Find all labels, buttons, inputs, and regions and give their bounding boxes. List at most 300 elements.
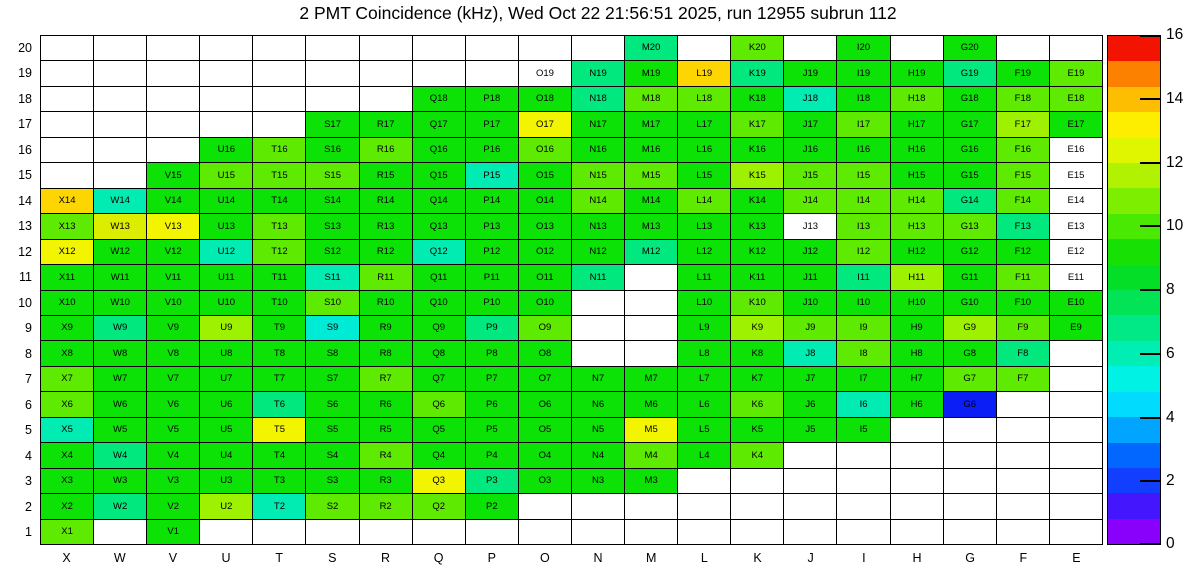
grid-cell-K5 bbox=[731, 418, 784, 443]
cell-label: G14 bbox=[960, 195, 979, 207]
x-axis-label-L: L bbox=[700, 551, 708, 565]
grid-cell-P20 bbox=[466, 36, 519, 61]
grid-cell-K19 bbox=[731, 61, 784, 86]
grid-cell-X19 bbox=[41, 61, 94, 86]
cell-label: W8 bbox=[113, 347, 128, 359]
grid-cell-M13 bbox=[625, 214, 678, 239]
grid-cell-T14 bbox=[253, 189, 306, 214]
cell-label: U12 bbox=[217, 246, 236, 258]
cell-label: R13 bbox=[376, 220, 395, 232]
grid-cell-Q13 bbox=[413, 214, 466, 239]
cell-label: U8 bbox=[220, 347, 233, 359]
cell-label: L9 bbox=[698, 322, 710, 334]
grid-cell-R3 bbox=[360, 469, 413, 494]
cell-label: O4 bbox=[538, 449, 552, 461]
cell-label: G18 bbox=[960, 93, 979, 105]
grid-cell-L18 bbox=[678, 87, 731, 112]
grid-cell-N5 bbox=[572, 418, 625, 443]
grid-cell-I5 bbox=[837, 418, 890, 443]
cell-label: R6 bbox=[379, 398, 392, 410]
cell-label: U6 bbox=[220, 398, 233, 410]
y-axis-label-20: 20 bbox=[18, 40, 32, 55]
grid-cell-U18 bbox=[200, 87, 253, 112]
grid-cell-V10 bbox=[147, 291, 200, 316]
cell-label: G15 bbox=[960, 169, 979, 181]
cell-label: O14 bbox=[535, 195, 554, 207]
grid-cell-I12 bbox=[837, 240, 890, 265]
grid-cell-I3 bbox=[837, 469, 890, 494]
grid-cell-P14 bbox=[466, 189, 519, 214]
colorbar-tick-6 bbox=[1140, 353, 1160, 355]
cell-label: S4 bbox=[326, 449, 339, 461]
colorbar-tick-label-14: 14 bbox=[1166, 89, 1184, 107]
grid-cell-U4 bbox=[200, 443, 253, 468]
grid-cell-Q17 bbox=[413, 112, 466, 137]
grid-cell-J2 bbox=[784, 494, 837, 519]
cell-label: O19 bbox=[535, 67, 554, 79]
grid-cell-R10 bbox=[360, 291, 413, 316]
grid-cell-K3 bbox=[731, 469, 784, 494]
cell-label: R9 bbox=[379, 322, 392, 334]
cell-label: T11 bbox=[271, 271, 288, 283]
grid-cell-L10 bbox=[678, 291, 731, 316]
cell-label: J9 bbox=[805, 322, 816, 334]
cell-label: F16 bbox=[1014, 144, 1032, 156]
cell-label: T16 bbox=[271, 144, 288, 156]
cell-label: Q18 bbox=[429, 93, 448, 105]
grid-cell-P5 bbox=[466, 418, 519, 443]
grid-cell-Q12 bbox=[413, 240, 466, 265]
cell-label: I17 bbox=[856, 118, 871, 130]
cell-label: M12 bbox=[641, 246, 661, 258]
grid-cell-H1 bbox=[891, 520, 944, 545]
grid-cell-M9 bbox=[625, 316, 678, 341]
grid-cell-R14 bbox=[360, 189, 413, 214]
cell-label: T5 bbox=[273, 424, 285, 436]
grid-cell-S8 bbox=[306, 341, 359, 366]
cell-label: O13 bbox=[535, 220, 554, 232]
grid-cell-W19 bbox=[94, 61, 147, 86]
cell-label: J10 bbox=[802, 296, 819, 308]
grid-cell-E18 bbox=[1050, 87, 1103, 112]
cell-label: I13 bbox=[856, 220, 871, 232]
colorbar-band bbox=[1108, 315, 1160, 340]
cell-label: Q6 bbox=[432, 398, 446, 410]
grid-cell-M10 bbox=[625, 291, 678, 316]
cell-label: V10 bbox=[164, 296, 182, 308]
grid-cell-V19 bbox=[147, 61, 200, 86]
cell-label: K9 bbox=[751, 322, 764, 334]
grid-cell-M8 bbox=[625, 341, 678, 366]
grid-cell-G10 bbox=[944, 291, 997, 316]
cell-label: T9 bbox=[273, 322, 285, 334]
cell-label: T15 bbox=[271, 169, 288, 181]
cell-label: I16 bbox=[856, 144, 871, 156]
cell-label: X13 bbox=[58, 220, 76, 232]
cell-label: I7 bbox=[859, 373, 868, 385]
cell-label: P8 bbox=[486, 347, 498, 359]
grid-cell-X7 bbox=[41, 367, 94, 392]
cell-label: I18 bbox=[856, 93, 871, 105]
y-axis-label-1: 1 bbox=[25, 525, 32, 540]
grid-cell-I20 bbox=[837, 36, 890, 61]
cell-label: T2 bbox=[273, 500, 285, 512]
grid-cell-S2 bbox=[306, 494, 359, 519]
colorbar-band bbox=[1108, 443, 1160, 468]
grid-cell-V3 bbox=[147, 469, 200, 494]
cell-label: L19 bbox=[696, 67, 713, 79]
cell-label: M19 bbox=[641, 67, 661, 79]
grid-cell-P12 bbox=[466, 240, 519, 265]
x-axis-label-X: X bbox=[62, 551, 71, 565]
cell-label: P9 bbox=[486, 322, 498, 334]
grid-cell-Q8 bbox=[413, 341, 466, 366]
grid-cell-E12 bbox=[1050, 240, 1103, 265]
grid-cell-R7 bbox=[360, 367, 413, 392]
cell-label: U16 bbox=[217, 144, 236, 156]
grid-cell-O12 bbox=[519, 240, 572, 265]
grid-cell-S15 bbox=[306, 163, 359, 188]
cell-label: I15 bbox=[856, 169, 871, 181]
cell-label: V9 bbox=[167, 322, 180, 334]
grid-cell-L16 bbox=[678, 138, 731, 163]
grid-cell-V4 bbox=[147, 443, 200, 468]
grid-cell-V2 bbox=[147, 494, 200, 519]
grid-cell-L12 bbox=[678, 240, 731, 265]
cell-label: H8 bbox=[910, 347, 923, 359]
grid-cell-Q15 bbox=[413, 163, 466, 188]
cell-label: H19 bbox=[907, 67, 926, 79]
cell-label: R5 bbox=[379, 424, 392, 436]
cell-label: F18 bbox=[1014, 93, 1032, 105]
grid-cell-K14 bbox=[731, 189, 784, 214]
y-axis-label-15: 15 bbox=[18, 168, 32, 183]
grid-cell-W18 bbox=[94, 87, 147, 112]
grid-cell-N3 bbox=[572, 469, 625, 494]
cell-label: T13 bbox=[271, 220, 288, 232]
grid-cell-W16 bbox=[94, 138, 147, 163]
cell-label: R8 bbox=[379, 347, 392, 359]
grid-cell-F14 bbox=[997, 189, 1050, 214]
cell-label: M3 bbox=[644, 475, 658, 487]
cell-label: H6 bbox=[910, 398, 923, 410]
grid-cell-J15 bbox=[784, 163, 837, 188]
grid-cell-U10 bbox=[200, 291, 253, 316]
grid-cell-U13 bbox=[200, 214, 253, 239]
grid-cell-L8 bbox=[678, 341, 731, 366]
grid-cell-O5 bbox=[519, 418, 572, 443]
cell-label: R17 bbox=[376, 118, 395, 130]
y-axis-label-5: 5 bbox=[25, 423, 32, 438]
cell-label: O8 bbox=[538, 347, 552, 359]
cell-label: F10 bbox=[1014, 296, 1032, 308]
cell-label: I9 bbox=[859, 322, 868, 334]
grid-cell-T11 bbox=[253, 265, 306, 290]
cell-label: V7 bbox=[167, 373, 180, 385]
grid-cell-W1 bbox=[94, 520, 147, 545]
cell-label: Q15 bbox=[429, 169, 448, 181]
cell-label: V14 bbox=[164, 195, 182, 207]
cell-label: W11 bbox=[110, 271, 130, 283]
grid-cell-O3 bbox=[519, 469, 572, 494]
cell-label: R11 bbox=[377, 271, 394, 283]
grid-cell-J8 bbox=[784, 341, 837, 366]
cell-label: I5 bbox=[859, 424, 868, 436]
grid-cell-E1 bbox=[1050, 520, 1103, 545]
y-axis-label-12: 12 bbox=[18, 244, 32, 259]
cell-label: P5 bbox=[486, 424, 498, 436]
cell-label: W9 bbox=[113, 322, 128, 334]
colorbar-tick-14 bbox=[1140, 98, 1160, 100]
grid-cell-R12 bbox=[360, 240, 413, 265]
cell-label: X8 bbox=[61, 347, 73, 359]
grid-cell-V7 bbox=[147, 367, 200, 392]
grid-cell-P15 bbox=[466, 163, 519, 188]
grid-cell-R18 bbox=[360, 87, 413, 112]
grid-cell-M4 bbox=[625, 443, 678, 468]
grid-cell-N15 bbox=[572, 163, 625, 188]
grid-cell-K17 bbox=[731, 112, 784, 137]
grid-cell-T20 bbox=[253, 36, 306, 61]
cell-label: H14 bbox=[907, 195, 926, 207]
grid-cell-E19 bbox=[1050, 61, 1103, 86]
cell-label: K5 bbox=[751, 424, 764, 436]
cell-label: U5 bbox=[220, 424, 233, 436]
grid-cell-L1 bbox=[678, 520, 731, 545]
cell-label: W13 bbox=[110, 220, 130, 232]
cell-label: N13 bbox=[589, 220, 607, 232]
grid-cell-J19 bbox=[784, 61, 837, 86]
grid-cell-P17 bbox=[466, 112, 519, 137]
grid-cell-I2 bbox=[837, 494, 890, 519]
grid-cell-I19 bbox=[837, 61, 890, 86]
cell-label: S16 bbox=[324, 144, 341, 156]
x-axis-label-R: R bbox=[380, 551, 390, 565]
colorbar-band bbox=[1108, 36, 1160, 61]
grid-cell-P16 bbox=[466, 138, 519, 163]
y-axis-label-9: 9 bbox=[25, 321, 32, 336]
cell-label: J16 bbox=[802, 144, 819, 156]
grid-cell-M14 bbox=[625, 189, 678, 214]
cell-label: Q8 bbox=[432, 347, 446, 359]
grid-cell-J17 bbox=[784, 112, 837, 137]
colorbar-tick-label-0: 0 bbox=[1166, 535, 1175, 552]
cell-label: R15 bbox=[376, 169, 395, 181]
grid-cell-O7 bbox=[519, 367, 572, 392]
grid-cell-N11 bbox=[572, 265, 625, 290]
cell-label: E16 bbox=[1067, 144, 1085, 156]
grid-cell-O4 bbox=[519, 443, 572, 468]
cell-label: V15 bbox=[164, 169, 182, 181]
cell-label: G20 bbox=[960, 42, 979, 54]
cell-label: M13 bbox=[641, 220, 661, 232]
grid-cell-L17 bbox=[678, 112, 731, 137]
y-axis-label-13: 13 bbox=[18, 219, 32, 234]
grid-cell-T6 bbox=[253, 392, 306, 417]
grid-cell-X10 bbox=[41, 291, 94, 316]
cell-label: L11 bbox=[696, 271, 712, 283]
grid-cell-V17 bbox=[147, 112, 200, 137]
grid-cell-O20 bbox=[519, 36, 572, 61]
grid-cell-F17 bbox=[997, 112, 1050, 137]
cell-label: M17 bbox=[641, 118, 661, 130]
colorbar-tick-label-6: 6 bbox=[1166, 344, 1175, 362]
grid-cell-N13 bbox=[572, 214, 625, 239]
cell-label: K8 bbox=[751, 347, 764, 359]
grid-cell-K12 bbox=[731, 240, 784, 265]
cell-label: W14 bbox=[110, 195, 130, 207]
cell-label: I12 bbox=[856, 246, 871, 258]
cell-label: R4 bbox=[379, 449, 392, 461]
grid-cell-T16 bbox=[253, 138, 306, 163]
grid-cell-F13 bbox=[997, 214, 1050, 239]
grid-cell-G5 bbox=[944, 418, 997, 443]
grid-cell-E4 bbox=[1050, 443, 1103, 468]
grid-cell-M17 bbox=[625, 112, 678, 137]
cell-label: V3 bbox=[167, 475, 180, 487]
cell-label: P10 bbox=[483, 296, 501, 308]
cell-label: V6 bbox=[167, 398, 180, 410]
cell-label: O18 bbox=[535, 93, 554, 105]
cell-label: H9 bbox=[910, 322, 923, 334]
grid-cell-F12 bbox=[997, 240, 1050, 265]
grid-cell-N2 bbox=[572, 494, 625, 519]
cell-label: E10 bbox=[1067, 296, 1085, 308]
grid-cell-G14 bbox=[944, 189, 997, 214]
y-axis-label-3: 3 bbox=[25, 474, 32, 489]
x-axis-label-F: F bbox=[1019, 551, 1028, 565]
y-axis-label-8: 8 bbox=[25, 346, 32, 361]
cell-label: V8 bbox=[167, 347, 180, 359]
colorbar-tick-label-4: 4 bbox=[1166, 408, 1175, 426]
cell-label: L7 bbox=[698, 373, 710, 385]
grid-cell-F4 bbox=[997, 443, 1050, 468]
grid-cell-L13 bbox=[678, 214, 731, 239]
cell-label: P16 bbox=[483, 144, 501, 156]
y-axis-label-16: 16 bbox=[18, 142, 32, 157]
grid-cell-J6 bbox=[784, 392, 837, 417]
grid-cell-S12 bbox=[306, 240, 359, 265]
grid-cell-G6 bbox=[944, 392, 997, 417]
colorbar-band bbox=[1108, 519, 1160, 544]
grid-cell-V20 bbox=[147, 36, 200, 61]
cell-label: U10 bbox=[217, 296, 236, 308]
cell-label: S12 bbox=[324, 246, 341, 258]
cell-label: K10 bbox=[748, 296, 766, 308]
grid-cell-W6 bbox=[94, 392, 147, 417]
colorbar-tick-4 bbox=[1140, 417, 1160, 419]
grid-cell-O6 bbox=[519, 392, 572, 417]
grid-cell-L20 bbox=[678, 36, 731, 61]
grid-cell-R13 bbox=[360, 214, 413, 239]
colorbar-tick-label-2: 2 bbox=[1166, 472, 1175, 490]
cell-label: P11 bbox=[483, 271, 500, 283]
cell-label: T4 bbox=[273, 449, 285, 461]
grid-cell-Q4 bbox=[413, 443, 466, 468]
grid-cell-P9 bbox=[466, 316, 519, 341]
grid-cell-V9 bbox=[147, 316, 200, 341]
x-axis-label-U: U bbox=[221, 551, 231, 565]
cell-label: M7 bbox=[644, 373, 658, 385]
grid-cell-E11 bbox=[1050, 265, 1103, 290]
grid-cell-I11 bbox=[837, 265, 890, 290]
grid-cell-L2 bbox=[678, 494, 731, 519]
cell-label: R12 bbox=[376, 246, 395, 258]
cell-label: P4 bbox=[486, 449, 498, 461]
grid-cell-R11 bbox=[360, 265, 413, 290]
grid-cell-E14 bbox=[1050, 189, 1103, 214]
cell-label: E14 bbox=[1067, 195, 1085, 207]
cell-label: K12 bbox=[748, 246, 766, 258]
grid-cell-U19 bbox=[200, 61, 253, 86]
grid-cell-U5 bbox=[200, 418, 253, 443]
cell-label: Q9 bbox=[432, 322, 446, 334]
grid-cell-W7 bbox=[94, 367, 147, 392]
grid-cell-J16 bbox=[784, 138, 837, 163]
x-axis-label-O: O bbox=[540, 551, 550, 565]
colorbar-tick-8 bbox=[1140, 289, 1160, 291]
colorbar-band bbox=[1108, 265, 1160, 290]
grid-cell-V15 bbox=[147, 163, 200, 188]
cell-label: G9 bbox=[963, 322, 977, 334]
cell-label: S6 bbox=[326, 398, 339, 410]
grid-cell-X20 bbox=[41, 36, 94, 61]
grid-cell-N16 bbox=[572, 138, 625, 163]
grid-cell-N9 bbox=[572, 316, 625, 341]
cell-label: X2 bbox=[61, 500, 73, 512]
grid-cell-K16 bbox=[731, 138, 784, 163]
grid-cell-P7 bbox=[466, 367, 519, 392]
grid-cell-U3 bbox=[200, 469, 253, 494]
grid-cell-U15 bbox=[200, 163, 253, 188]
y-axis-label-2: 2 bbox=[25, 499, 32, 514]
grid-cell-J18 bbox=[784, 87, 837, 112]
x-axis-label-E: E bbox=[1072, 551, 1081, 565]
grid-cell-W15 bbox=[94, 163, 147, 188]
grid-cell-Q11 bbox=[413, 265, 466, 290]
cell-label: H13 bbox=[907, 220, 926, 232]
grid-cell-I8 bbox=[837, 341, 890, 366]
grid-cell-M12 bbox=[625, 240, 678, 265]
grid-cell-X9 bbox=[41, 316, 94, 341]
grid-cell-F6 bbox=[997, 392, 1050, 417]
cell-label: L13 bbox=[696, 220, 713, 232]
cell-label: F14 bbox=[1014, 195, 1032, 207]
grid-cell-F1 bbox=[997, 520, 1050, 545]
cell-label: U3 bbox=[220, 475, 233, 487]
grid-cell-K9 bbox=[731, 316, 784, 341]
cell-label: Q10 bbox=[429, 296, 448, 308]
x-axis-label-J: J bbox=[807, 551, 814, 565]
grid-cell-R9 bbox=[360, 316, 413, 341]
grid-cell-Q16 bbox=[413, 138, 466, 163]
grid-cell-J7 bbox=[784, 367, 837, 392]
cell-label: W4 bbox=[113, 449, 128, 461]
grid-cell-H6 bbox=[891, 392, 944, 417]
grid-cell-O11 bbox=[519, 265, 572, 290]
colorbar-band bbox=[1108, 366, 1160, 391]
grid-cell-S19 bbox=[306, 61, 359, 86]
grid-cell-R19 bbox=[360, 61, 413, 86]
x-axis-label-H: H bbox=[912, 551, 922, 565]
grid-cell-V5 bbox=[147, 418, 200, 443]
grid-cell-F5 bbox=[997, 418, 1050, 443]
cell-label: V5 bbox=[167, 424, 180, 436]
cell-label: X10 bbox=[58, 296, 76, 308]
grid-cell-J13 bbox=[784, 214, 837, 239]
cell-label: E19 bbox=[1067, 67, 1085, 79]
grid-cell-O1 bbox=[519, 520, 572, 545]
